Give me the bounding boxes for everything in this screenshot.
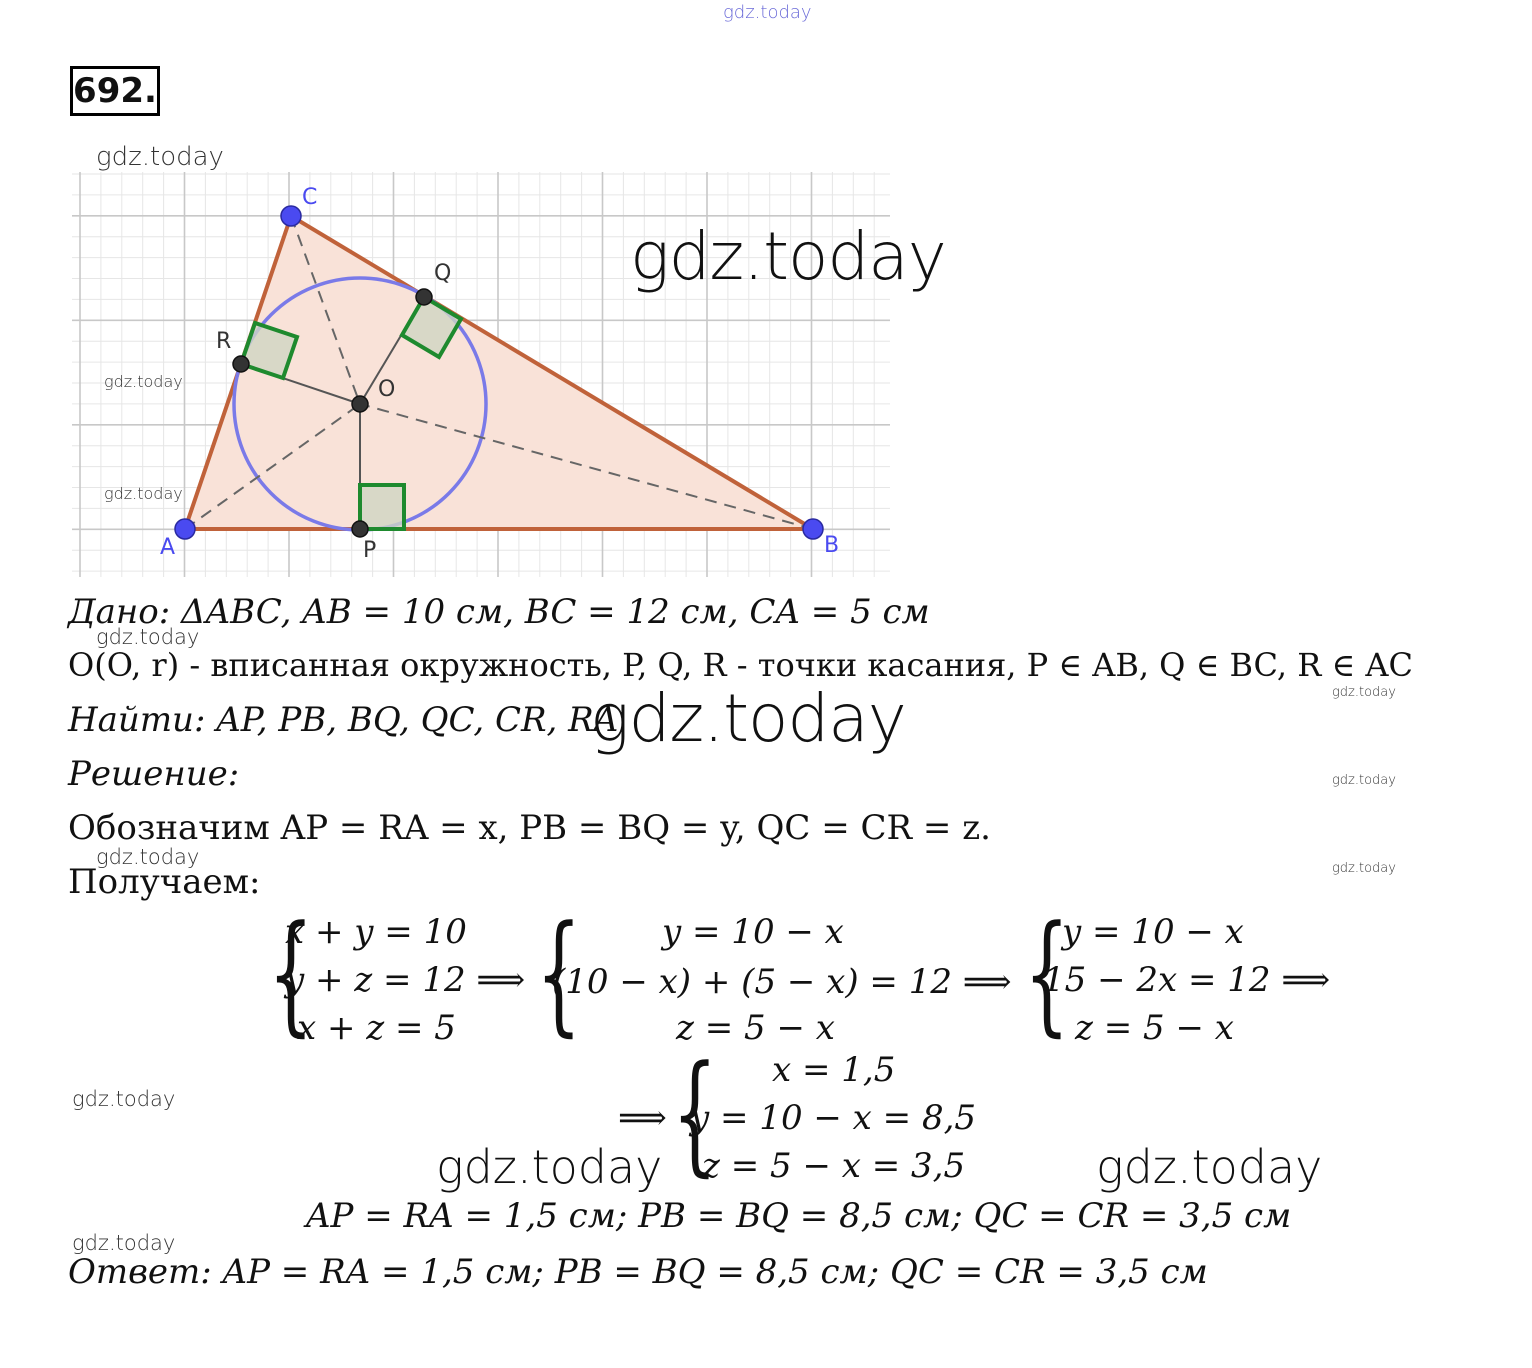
watermark-top: gdz.today	[723, 2, 812, 23]
watermark-figure-left-1: gdz.today	[104, 372, 183, 391]
label-b: B	[824, 533, 840, 558]
incircle-line: O(O, r) - вписанная окружность, P, Q, R - точки касания, P ∈ AB, Q ∈ BC, R ∈ AC	[68, 646, 1413, 684]
denote-line: Обозначим AP = RA = x, PB = BQ = y, QC = CR = z.	[68, 808, 991, 848]
system3-row-1: y = 10 − x	[1062, 912, 1244, 952]
watermark-figure-top: gdz.today	[96, 142, 224, 172]
solution-label: Решение:	[68, 754, 240, 794]
brace-system-1: {	[268, 897, 314, 1049]
find-text: : AP, PB, BQ, QC, CR, RA	[193, 700, 619, 740]
given-label: Дано	[68, 592, 159, 632]
system2-row-2: (10 − x) + (5 − x) = 12 ⟹	[552, 962, 1012, 1002]
find-line	[68, 700, 618, 740]
system2-row-1: y = 10 − x	[662, 912, 844, 952]
system4-row-2: y = 10 − x = 8,5	[690, 1098, 977, 1138]
watermark-medium-2: gdz.today	[1096, 1140, 1323, 1194]
brace-system-4: {	[672, 1037, 718, 1189]
watermark-large-2: gdz.today	[590, 680, 906, 757]
system2-row-3: z = 5 − x	[676, 1008, 835, 1048]
watermark-large-1: gdz.today	[630, 218, 946, 295]
problem-number: 692.	[70, 66, 160, 116]
label-o: O	[378, 377, 396, 402]
watermark-answer: gdz.today	[72, 1231, 176, 1255]
brace-system-2: {	[536, 897, 582, 1049]
watermark-figure-left-2: gdz.today	[104, 484, 183, 503]
system3-row-3: z = 5 − x	[1075, 1008, 1234, 1048]
watermark-left-system: gdz.today	[72, 1087, 176, 1111]
watermark-right-2: gdz.today	[1332, 773, 1396, 788]
label-a: A	[160, 535, 176, 560]
answer-text: : AP = RA = 1,5 см; PB = BQ = 8,5 см; QC = CR = 3,5 см	[200, 1252, 1208, 1292]
watermark-given: gdz.today	[96, 625, 200, 649]
system1-row-2: y + z = 12 ⟹	[285, 960, 526, 1000]
system4-row-3: z = 5 − x = 3,5	[702, 1146, 966, 1186]
system1-row-1: x + y = 10	[285, 912, 467, 952]
answer-label: Ответ	[68, 1252, 201, 1292]
obtain-line: Получаем:	[68, 862, 261, 902]
watermark-right-1: gdz.today	[1332, 685, 1396, 700]
label-r: R	[216, 329, 232, 354]
find-label: Найти	[68, 700, 194, 740]
label-q: Q	[434, 261, 452, 286]
implies-arrow: ⟹	[618, 1098, 667, 1138]
system1-row-3: x + z = 5	[297, 1008, 456, 1048]
system4-row-1: x = 1,5	[772, 1050, 896, 1090]
given-text: : ΔABC, AB = 10 см, BC = 12 см, CA = 5 см	[158, 592, 930, 632]
label-c: C	[302, 185, 318, 210]
answer-line	[68, 1252, 1208, 1292]
system3-row-2: 15 − 2x = 12 ⟹	[1043, 960, 1331, 1000]
brace-system-3: {	[1024, 897, 1070, 1049]
watermark-medium-1: gdz.today	[436, 1140, 663, 1194]
watermark-denote: gdz.today	[96, 845, 200, 869]
label-p: P	[363, 538, 377, 563]
result-line: AP = RA = 1,5 см; PB = BQ = 8,5 см; QC = CR = 3,5 см	[306, 1196, 1292, 1236]
watermark-right-3: gdz.today	[1332, 861, 1396, 876]
